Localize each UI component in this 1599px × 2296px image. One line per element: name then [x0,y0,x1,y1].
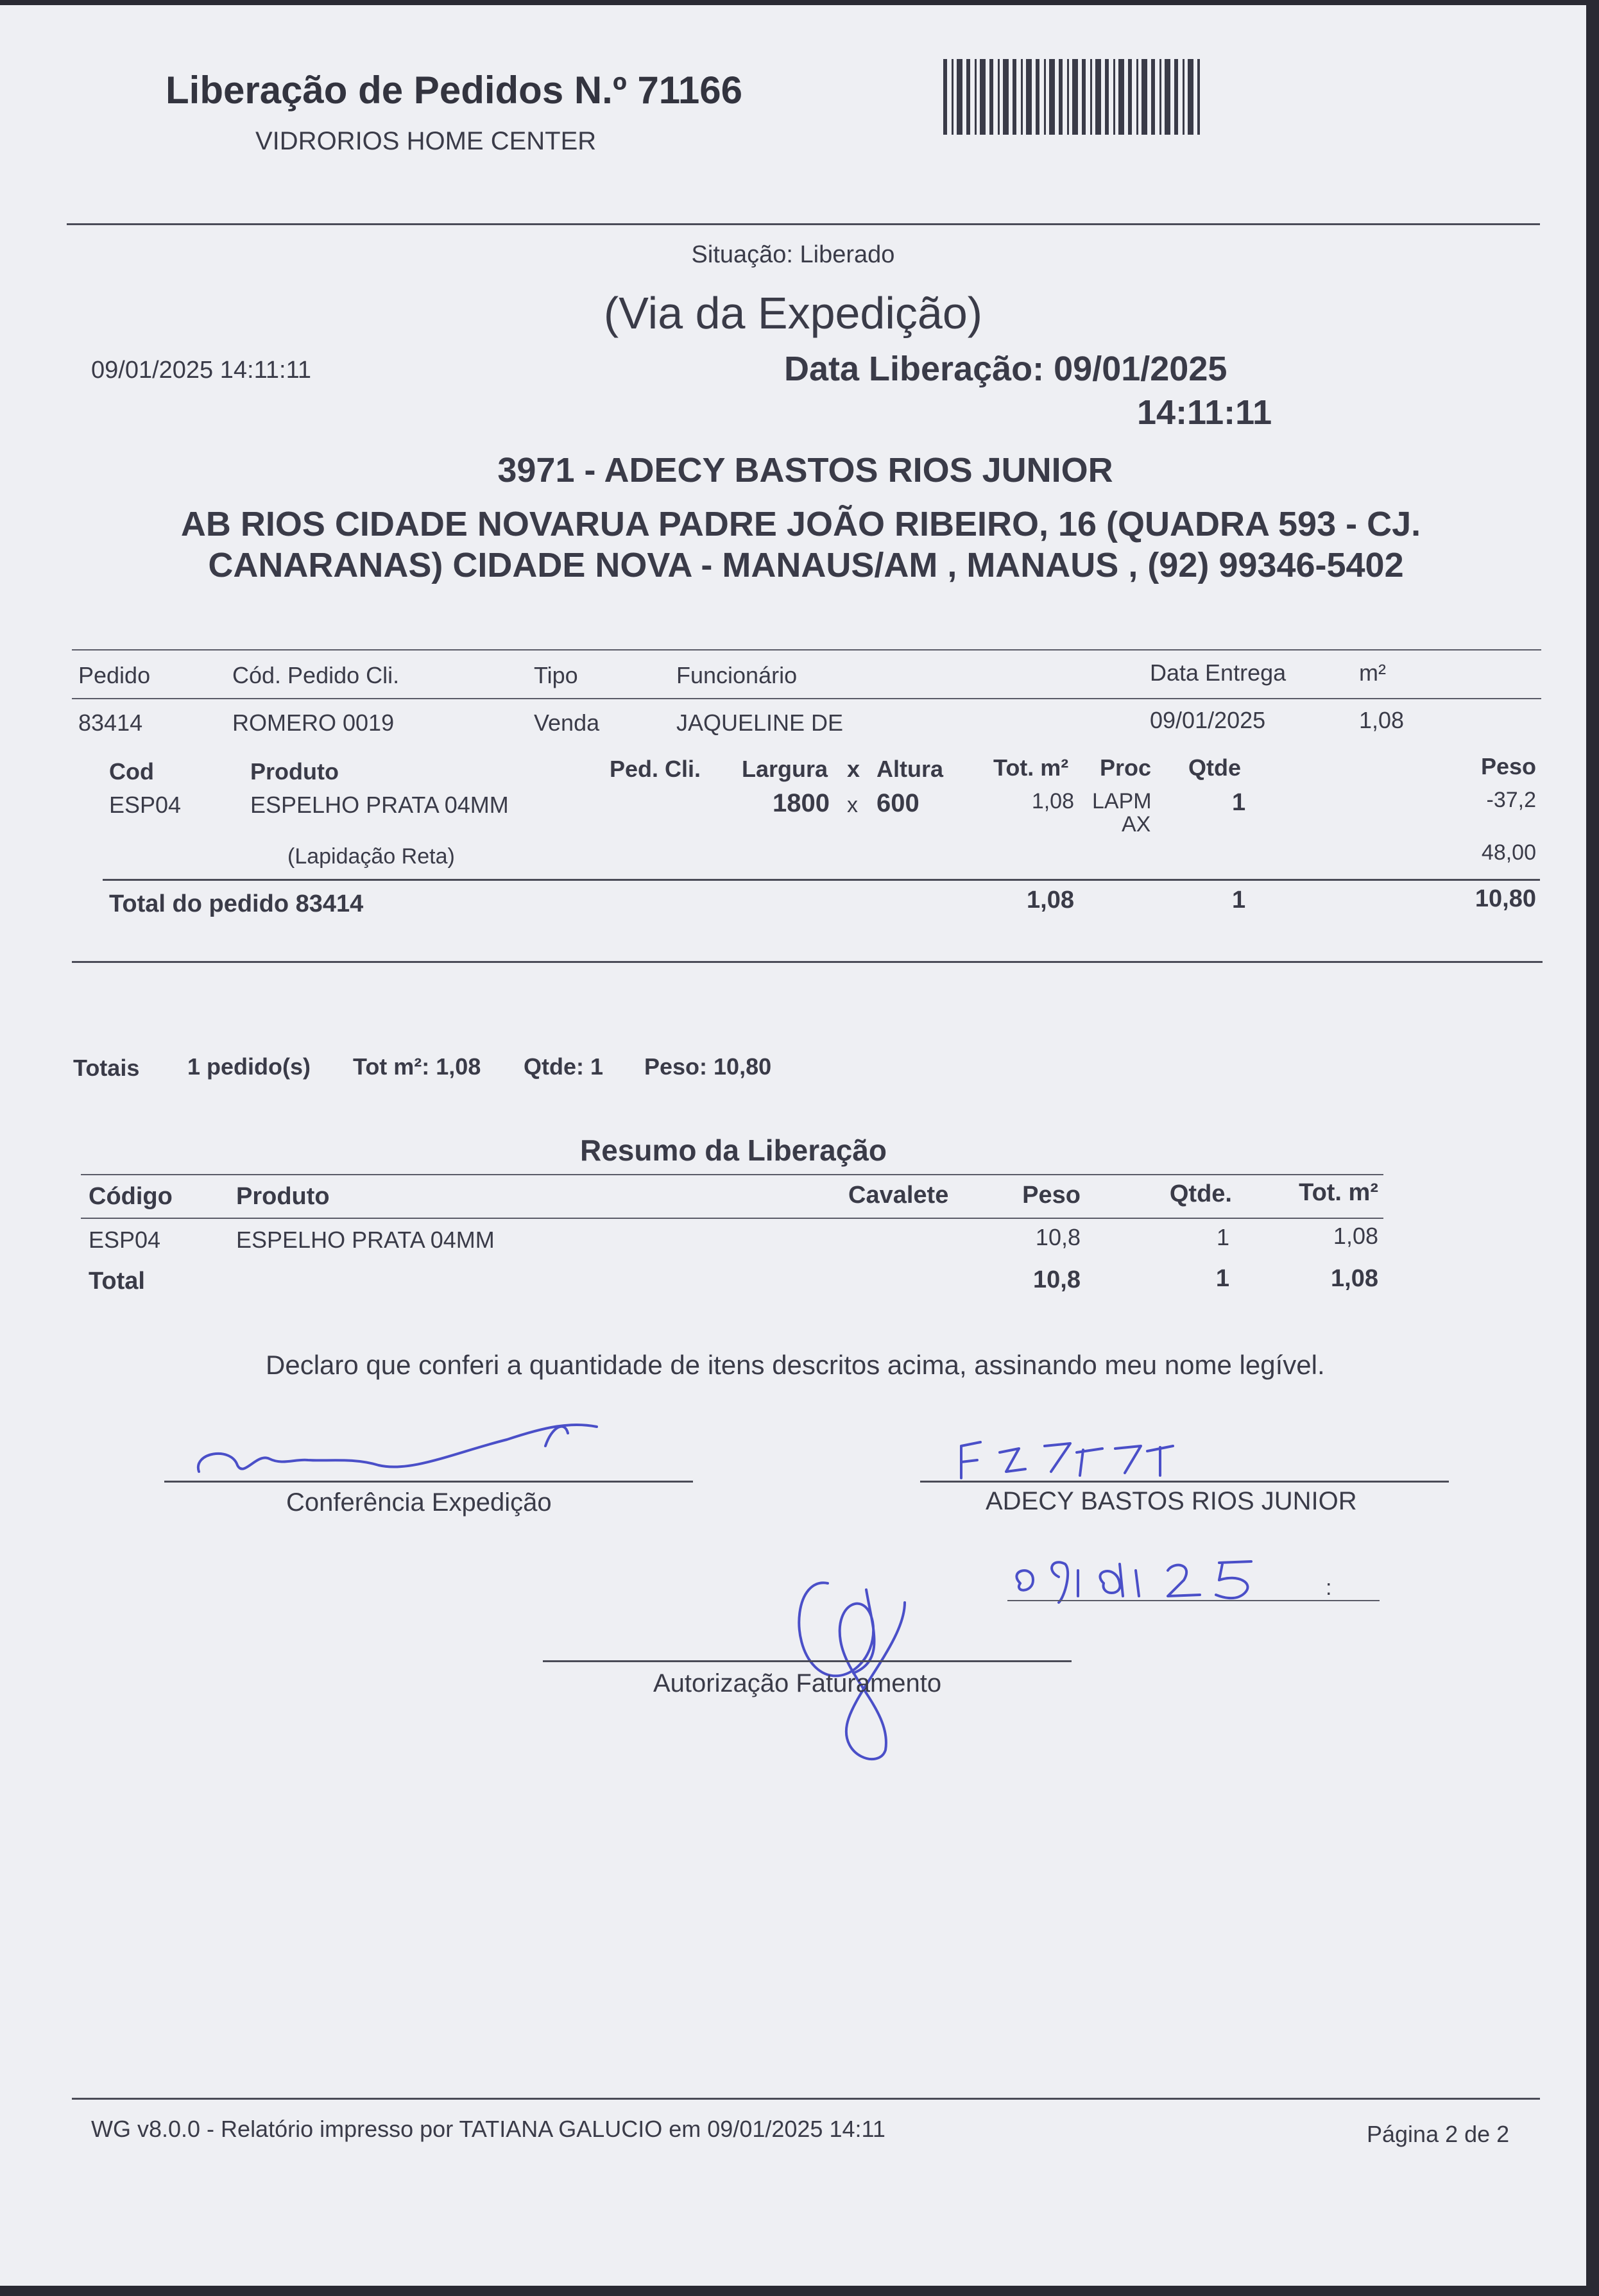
summary-row-code: ESP04 [89,1227,161,1253]
client-order-code: ROMERO 0019 [232,710,395,736]
order-m2: 1,08 [1359,707,1405,733]
order-table-header-rule [72,698,1541,699]
document-page [0,5,1586,2286]
order-table-bottom-rule [72,961,1543,963]
summary-row-tot-m2: 1,08 [1333,1223,1378,1249]
item-header-proc: Proc [1100,754,1152,781]
order-total-peso: 10,80 [1475,885,1536,912]
item-proc-line1: LAPM [1092,789,1152,813]
item-peso: -37,2 [1486,788,1536,812]
signature-line-authorization [543,1660,1072,1662]
signature-label-authorization: Autorização Faturamento [653,1669,942,1697]
item-header-cod: Cod [109,758,154,785]
item-header-altura: Altura [876,756,944,782]
date-line [1007,1600,1380,1601]
client-address-line1: AB RIOS CIDADE NOVARUA PADRE JOÃO RIBEIRO, 16 (QUADRA 593 - CJ. [180,505,1421,543]
signature-line-client [920,1481,1449,1483]
item-process-note: (Lapidação Reta) [287,844,455,869]
summary-total-peso: 10,8 [1033,1266,1081,1293]
item-tot-m2: 1,08 [1031,789,1074,813]
summary-header-codigo: Código [89,1183,173,1210]
date-suffix: : [1326,1576,1332,1600]
footer-page-number: Página 2 de 2 [1367,2121,1510,2147]
summary-header-qtde: Qtde. [1169,1180,1232,1207]
footer-printed-by: WG v8.0.0 - Relatório impresso por TATIANA GALUCIO em 09/01/2025 14:11 [91,2116,885,2142]
summary-total-label: Total [89,1268,145,1295]
col-header-pedido: Pedido [78,662,151,688]
summary-top-rule [81,1174,1383,1175]
item-header-x: x [847,756,860,782]
signature-conferencia [186,1414,610,1484]
col-header-tipo: Tipo [534,662,578,688]
col-header-m2: m² [1359,659,1386,686]
summary-row-peso: 10,8 [1035,1224,1081,1250]
item-code: ESP04 [109,792,182,818]
order-type: Venda [534,710,600,736]
summary-total-m2: 1,08 [1331,1265,1378,1292]
summary-header-produto: Produto [236,1183,330,1210]
order-total-m2: 1,08 [1027,887,1074,914]
employee-name: JAQUELINE DE [676,710,844,736]
summary-header-cavalete: Cavalete [848,1182,949,1209]
summary-row-product: ESPELHO PRATA 04MM [236,1227,495,1253]
col-header-data-entrega: Data Entrega [1150,659,1287,686]
summary-header-tot-m2: Tot. m² [1299,1179,1378,1206]
order-total-qtde: 1 [1232,887,1246,914]
item-height: 600 [876,789,919,817]
handwritten-date [1007,1545,1303,1609]
client-address-line2: CANARANAS) CIDADE NOVA - MANAUS/AM , MANAUS , (92) 99346-5402 [208,546,1404,584]
totals-label: Totais [73,1055,140,1081]
item-header-produto: Produto [250,758,339,785]
item-header-ped-cli: Ped. Cli. [610,756,701,782]
delivery-date: 09/01/2025 [1150,707,1266,733]
signature-label-conferencia: Conferência Expedição [286,1488,552,1517]
item-qtde: 1 [1232,789,1246,816]
totals-m2: Tot m²: 1,08 [353,1053,481,1080]
status-text: Situação: Liberado [691,241,895,268]
signature-client [948,1427,1256,1484]
item-dimension-x: x [847,793,858,817]
col-header-cod-pedido-cli: Cód. Pedido Cli. [232,662,400,688]
via-title: (Via da Expedição) [603,288,983,338]
declaration-text: Declaro que conferi a quantidade de itens descritos acima, assinando meu nome legível. [266,1350,1325,1380]
item-header-peso: Peso [1480,753,1536,779]
release-time: 14:11:11 [1137,393,1272,432]
release-date: Data Liberação: 09/01/2025 [784,350,1227,388]
summary-total-qtde: 1 [1215,1265,1229,1292]
company-name: VIDRORIOS HOME CENTER [255,127,597,155]
item-header-qtde: Qtde [1188,754,1242,781]
header-divider [67,223,1540,225]
totals-orders: 1 pedido(s) [187,1053,311,1080]
totals-weight: Peso: 10,80 [644,1053,772,1080]
col-header-funcionario: Funcionário [676,662,798,688]
item-width: 1800 [773,789,830,817]
order-total-label: Total do pedido 83414 [109,890,364,917]
client-name: 3971 - ADECY BASTOS RIOS JUNIOR [497,451,1113,489]
item-process-peso: 48,00 [1481,840,1536,865]
footer-rule [72,2098,1540,2100]
order-number: 83414 [78,710,143,736]
summary-title: Resumo da Liberação [579,1134,887,1167]
signature-line-conferencia [164,1481,693,1483]
item-proc-line2: AX [1122,812,1151,837]
barcode [943,59,1200,135]
summary-header-rule [81,1218,1383,1219]
item-product: ESPELHO PRATA 04MM [250,792,509,818]
signature-label-client: ADECY BASTOS RIOS JUNIOR [986,1487,1357,1515]
item-header-tot-m2: Tot. m² [993,754,1069,781]
summary-header-peso: Peso [1022,1182,1081,1209]
summary-row-qtde: 1 [1216,1224,1229,1250]
item-header-largura: Largura [742,756,828,782]
order-total-rule [103,879,1540,881]
totals-qtde: Qtde: 1 [524,1053,604,1080]
order-table-top-rule [72,649,1541,651]
printed-timestamp: 09/01/2025 14:11:11 [91,357,312,384]
document-title: Liberação de Pedidos N.º 71166 [166,69,742,112]
